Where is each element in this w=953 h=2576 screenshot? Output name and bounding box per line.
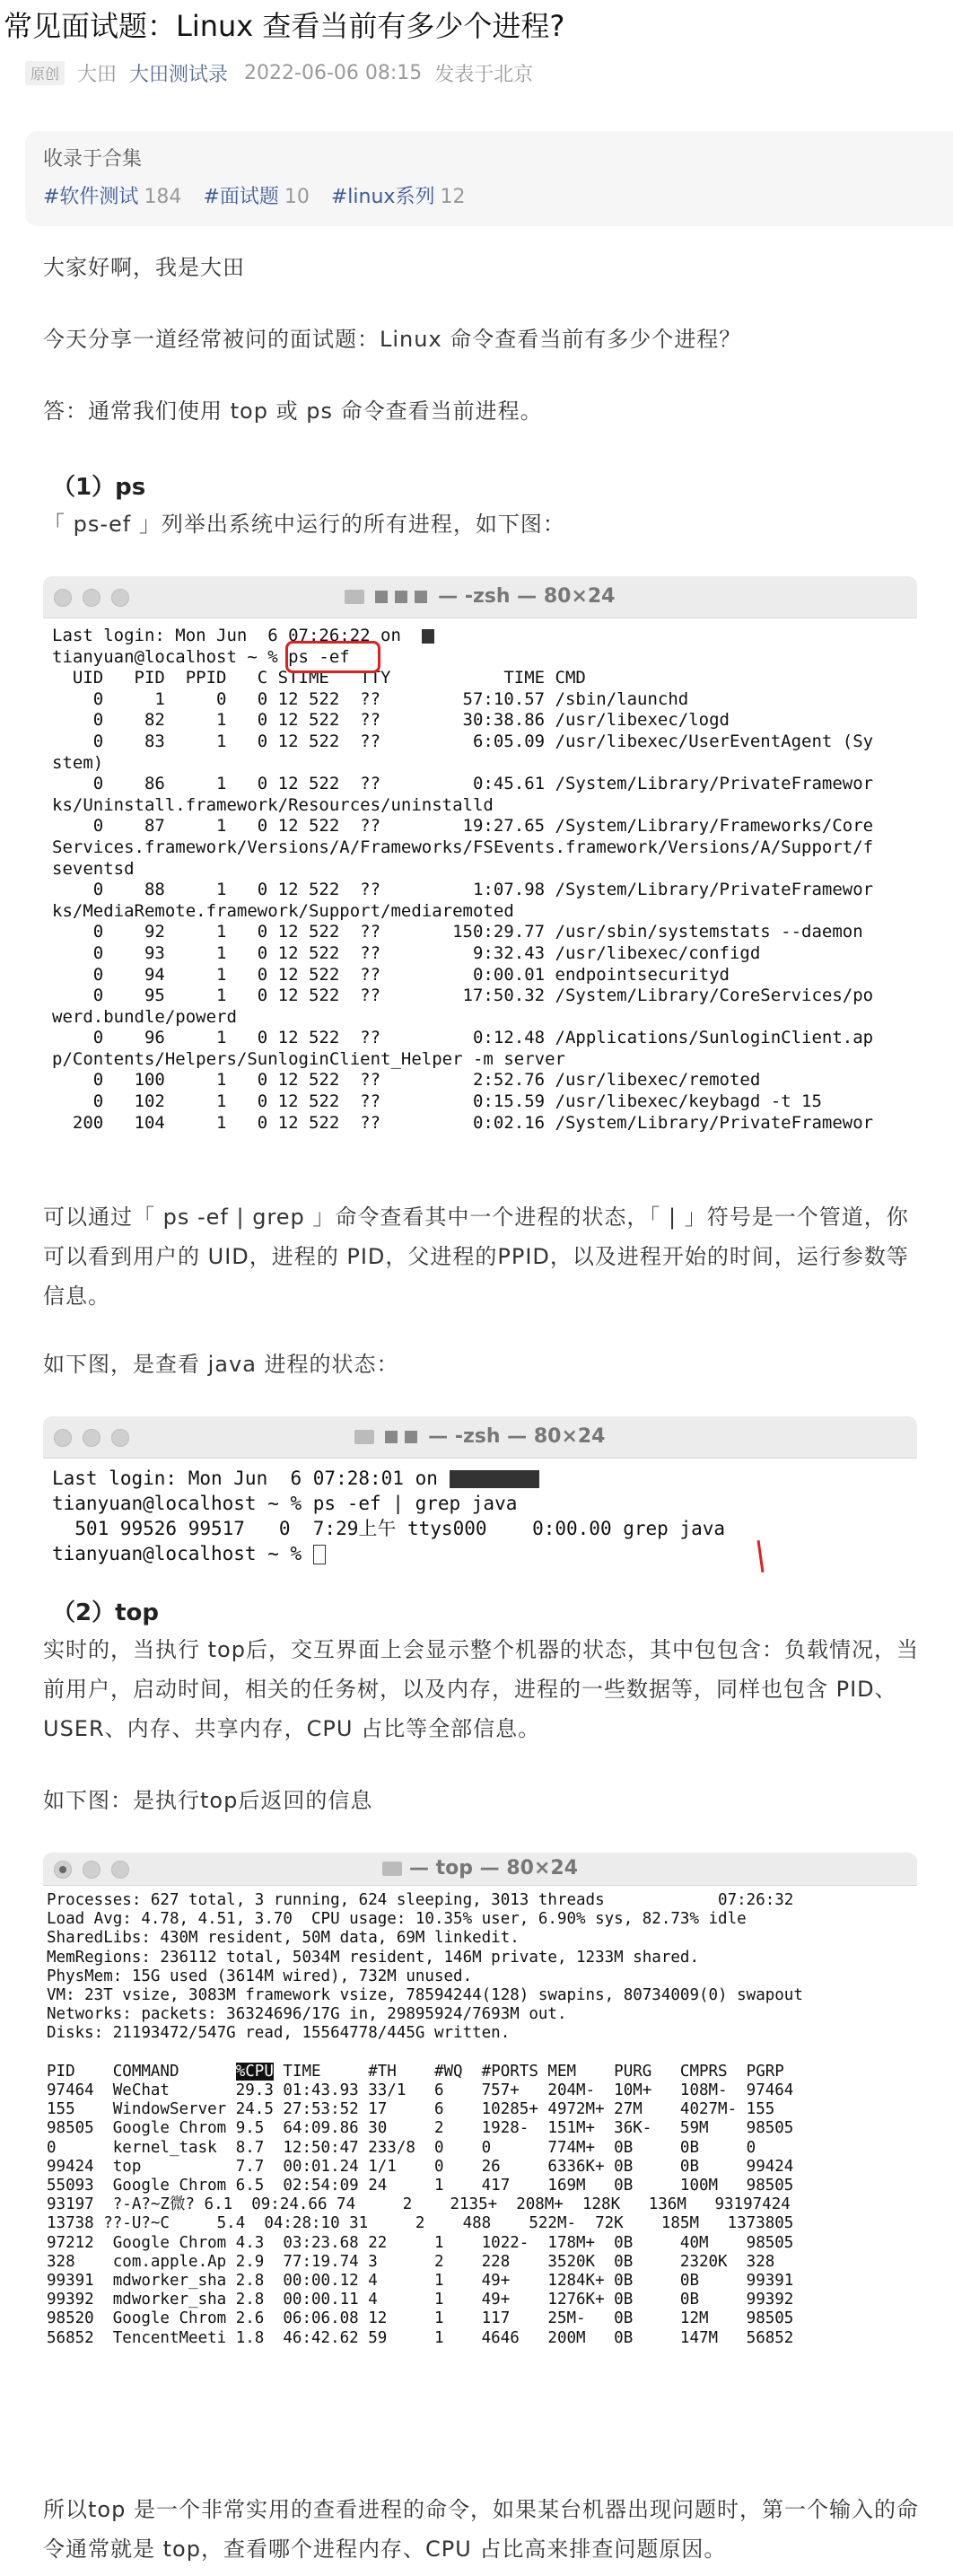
article-title: 常见面试题：Linux 查看当前有多少个进程? [4, 9, 565, 43]
terminal-title: — -zsh — 80×24 [428, 1425, 606, 1448]
folder-icon [382, 1862, 402, 1876]
cursor-icon [313, 1545, 326, 1564]
conclusion-text: 所以top 是一个非常实用的查看进程的命令，如果某台机器出现问题时，第一个输入的命令通常就是 top，查看哪个进程内存、CPU 占比高来排查问题原因。 [43, 2497, 919, 2562]
terminal-top [43, 1853, 917, 2432]
highlight-box [285, 641, 380, 673]
top-fig-desc-text: 如下图：是执行top后返回的信息 [43, 1788, 373, 1813]
terminal-output: Processes: 627 total, 3 running, 624 sleeping, 3013 threads 07:26:32 Load Avg: 4.78, 4.51, 3.70 CPU usage: 10.35% user, 6.90% sys, 82.73% idle SharedLibs: 430M resident, 50M data, 69M linkedit. MemRegions: 236112 total, 5034M resident, 146M private, 1233M shared. PhysMem: 15G used (3614M wired), 732M unused. VM: 23T vsize, 3083M framework vsize, 78594244(128) swapins, 80734009(0) swapout Networks: packets: 36324696/17G in, 29895924/7693M out. Disks: 21193472/547G read, 15564778/445G written. PID COMMAND %CPU TIME #TH #WQ #PORTS MEM PURG CMPRS PGRP 97464 WeChat 29.3 01:43.93 33/1 6 757+ 204M- 10M+ 108M- 97464 155 WindowServer 24.5 27:53:52 17 6 10285+ 4972M+ 27M 4027M- 155 98505 Google Chrom 9.5 64:09.86 30 2 1928- 151M+ 36K- 59M 98505 0 kernel_task 8.7 12:50:47 233/8 0 0 774M+ 0B 0B 0 99424 top 7.7 00:01.24 1/1 0 26 6336K+ 0B 0B 99424 55093 Google Chrom 6.5 02:54:09 24 1 417 169M 0B 100M 98505 93197 ?-A?~Z微? 6.1 09:24.66 74 2 2135+ 208M+ 128K 136M 93197424 13738 ??-U?~C 5.4 04:28:10 31 2 488 522M- 72K 185M 1373805 97212 Google Chrom 4.3 03:23.68 22 1 1022- 178M+ 0B 40M 98505 328 com.apple.Ap 2.9 77:19.74 3 2 228 3520K 0B 2320K 328 99391 mdworker_sha 2.8 00:00.12 4 1 49+ 1284K+ 0B 0B 99391 99392 mdworker_sha 2.8 00:00.11 4 1 49+ 1276K+ 0B 0B 99392 98520 Google Chrom 2.6 06:06.08 12 1 117 25M- 0B 12M 98505 56852 TencentMeeti 1.8 46:42.62 59 1 4646 200M 0B 147M 56852 [47, 1891, 803, 2347]
author-name[interactable]: 大田 [77, 63, 118, 86]
tag-interview[interactable]: #面试题 10 [203, 186, 310, 208]
publish-location: 发表于北京 [434, 63, 534, 86]
original-badge: 原创 [25, 61, 65, 85]
section-top-heading: （2）top [52, 1599, 159, 1626]
tag-linux-series[interactable]: #linux系列 12 [330, 186, 466, 208]
greeting-text: 大家好啊，我是大田 [43, 255, 245, 280]
ps-desc-text: 「 ps-ef 」列举出系统中运行的所有进程，如下图： [43, 512, 565, 537]
collection-tags [43, 181, 486, 209]
intro-text: 今天分享一道经常被问的面试题：Linux 命令查看当前有多少个进程？ [43, 327, 742, 352]
publish-date: 2022-06-06 08:15 [244, 61, 423, 84]
folder-icon [354, 1430, 374, 1444]
terminal-title: — -zsh — 80×24 [438, 585, 616, 608]
article-meta [25, 59, 533, 86]
cpu-sort-column: %CPU [235, 2062, 274, 2081]
tag-software-testing[interactable]: #软件测试 184 [43, 186, 182, 208]
terminal-grep-java [43, 1416, 917, 1576]
collection-label: 收录于合集 [43, 148, 143, 171]
section-ps-heading: （1）ps [52, 474, 146, 501]
terminal-ps-ef [43, 576, 917, 1151]
terminal-titlebar [43, 576, 917, 618]
top-desc-text: 实时的，当执行 top后，交互界面上会显示整个机器的状态，其中包包含：负载情况，当前用户，启动时间，相关的任务树，以及内存，进程的一些数据等，同样也包含 PID、USER、内存、共享内存，CPU 占比等全部信息。 [43, 1637, 919, 1741]
grep-desc-text: 可以通过「 ps -ef | grep 」命令查看其中一个进程的状态，「 | 」符号是一个管道，你可以看到用户的 UID，进程的 PID，父进程的PPID，以及进程开始的时间，运行参数等信息。 [43, 1205, 909, 1309]
java-desc-text: 如下图，是查看 java 进程的状态： [43, 1352, 399, 1377]
terminal-output: Last login: Mon Jun 6 07:28:01 on tianyuan@localhost ~ % ps -ef | grep java 501 99526 99517 0 7:29上午 ttys000 0:00.00 grep java tianyuan@localhost ~ % [52, 1468, 726, 1564]
answer-text: 答：通常我们使用 top 或 ps 命令查看当前进程。 [43, 399, 543, 424]
terminal-output: Last login: Mon Jun 6 07:26:22 on tianyuan@localhost ~ % ps -ef UID PID PPID C STIME TTY TIME CMD 0 1 0 0 12 522 ?? 57:10.57 /sbin/launchd 0 82 1 0 12 522 ?? 30:38.86 /usr/libexec/logd 0 83 1 0 12 522 ?? 6:05.09 /usr/libexec/UserEventAgent (Sy stem) 0 86 1 0 12 522 ?? 0:45.61 /System/Library/PrivateFramewor ks/Uninstall.framework/Resources/uninstalld 0 87 1 0 12 522 ?? 19:27.65 /System/Library/Frameworks/Core Services.framework/Versions/A/Frameworks/FSEvents.framework/Versions/A/Support/f seventsd 0 88 1 0 12 522 ?? 1:07.98 /System/Library/PrivateFramewor ks/MediaRemote.framework/Support/mediaremoted 0 92 1 0 12 522 ?? 150:29.77 /usr/sbin/systemstats --daemon 0 93 1 0 12 522 ?? 9:32.43 /usr/libexec/configd 0 94 1 0 12 522 ?? 0:00.01 endpointsecurityd 0 95 1 0 12 522 ?? 17:50.32 /System/Library/CoreServices/po werd.bundle/powerd 0 96 1 0 12 522 ?? 0:12.48 /Applications/SunloginClient.ap p/Contents/Helpers/SunloginClient_Helper -m server 0 100 1 0 12 522 ?? 2:52.76 /usr/libexec/remoted 0 102 1 0 12 522 ?? 0:15.59 /usr/libexec/keybagd -t 15 200 104 1 0 12 522 ?? 0:02.16 /System/Library/PrivateFramewor [52, 626, 874, 1133]
terminal-title: — top — 80×24 [408, 1857, 579, 1879]
terminal-titlebar [43, 1416, 917, 1459]
folder-icon [345, 590, 364, 604]
collection-box [25, 131, 953, 226]
ps-ef-command: ps -ef [288, 646, 350, 667]
account-link[interactable]: 大田测试录 [129, 63, 229, 86]
redacted-block [450, 1470, 539, 1488]
redacted-block [422, 629, 434, 644]
terminal-titlebar [43, 1853, 917, 1886]
